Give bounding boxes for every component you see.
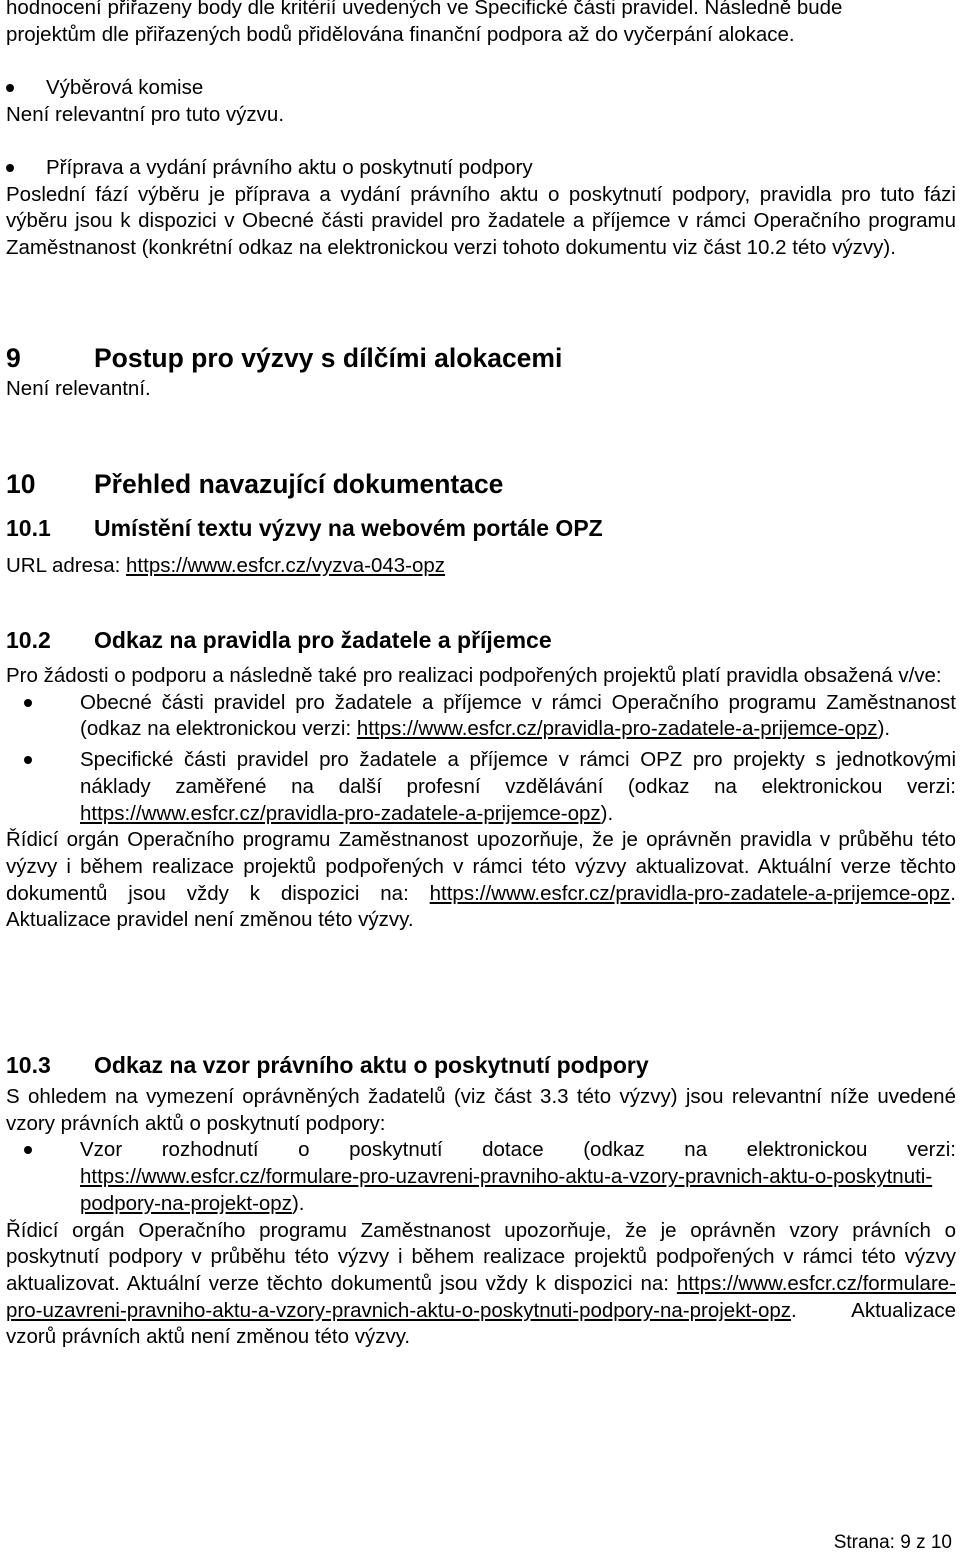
rules-link[interactable]: https://www.esfcr.cz/pravidla-pro-zadatele-a-prijemce-opz	[429, 881, 951, 905]
section-number: 10	[6, 469, 36, 499]
bullet-text-end: ).	[600, 801, 614, 825]
paragraph-body: Řídicí orgán Operačního programu Zaměstnanost upozorňuje, že je oprávněn vzory právních o poskytnutí podpory v průběhu této výzvy i během realizace projektů podpořených v rámci této výzvy aktualizovat. Aktuální verze těchto dokumentů jsou vždy k dispozici na:	[6, 1218, 956, 1295]
subsection-title: Odkaz na vzor právního aktu o poskytnutí podpory	[94, 1052, 649, 1078]
bullet-icon	[24, 1146, 32, 1154]
vyzva-url-link[interactable]: https://www.esfcr.cz/vyzva-043-opz	[126, 554, 446, 577]
bullet-text-body: Obecné části pravidel pro žadatele a příjemce v rámci Operačního programu Zaměstnanost (odkaz na elektronickou verzi:	[80, 690, 956, 741]
bullet-icon	[24, 756, 32, 764]
bullet-text	[80, 1137, 956, 1217]
bullet-item	[6, 75, 956, 102]
url-label: URL adresa:	[6, 554, 127, 577]
subsection-title: Umístění textu výzvy na webovém portále OPZ	[94, 515, 603, 541]
rules-bullet-2	[6, 747, 956, 827]
section-text: Poslední fází výběru je příprava a vydání právního aktu o poskytnutí podpory, pravidla pro tuto fázi výběru jsou k dispozici v Obecné části pravidel pro žadatele a příjemce v rámci Operačního programu Zaměstnanost (konkrétní odkaz na elektronickou verzi tohoto dokumentu viz část 10.2 této výzvy).	[6, 182, 956, 260]
subsection-heading	[6, 513, 956, 543]
section-10-1	[6, 513, 956, 580]
bullet-icon	[24, 699, 32, 707]
bullet-text-body: Specifické části pravidel pro žadatele a příjemce v rámci OPZ pro projekty s jednotkovými náklady zaměřené na další profesní vzdělávání (odkaz na elektronickou verzi:	[80, 748, 956, 798]
section-10-3	[6, 1050, 956, 1351]
template-link[interactable]: https://www.esfcr.cz/formulare-pro-uzavreni-pravniho-aktu-a-vzory-pravnich-aktu-o-poskytnuti-podpory-na-projekt-opz	[6, 1271, 956, 1322]
section-9	[6, 342, 956, 403]
subsection-heading	[6, 625, 956, 655]
vyberova-komise-section	[6, 75, 956, 128]
rules-bullet-1	[6, 690, 956, 743]
intro-line-2: projektům dle přiřazených bodů přidělována finanční podpora až do vyčerpání alokace.	[6, 22, 795, 46]
section-title: Přehled navazující dokumentace	[94, 469, 504, 499]
rules-link[interactable]: https://www.esfcr.cz/pravidla-pro-zadatele-a-prijemce-opz	[356, 717, 878, 741]
section-paragraph	[6, 1218, 956, 1352]
subsection-number: 10.2	[6, 627, 51, 653]
section-intro: S ohledem na vymezení oprávněných žadatelů (viz část 3.3 této výzvy) jsou relevantní níže uvedené vzory právních aktů o poskytnutí podpory:	[6, 1085, 956, 1135]
page-number: Strana: 9 z 10	[833, 1532, 952, 1553]
subsection-number: 10.1	[6, 515, 51, 541]
rules-link[interactable]: https://www.esfcr.cz/pravidla-pro-zadatele-a-prijemce-opz	[80, 801, 601, 825]
bullet-text-end: ).	[877, 717, 891, 741]
section-number: 9	[6, 343, 21, 373]
intro-paragraph	[6, 0, 956, 48]
bullet-text-body: Vzor rozhodnutí o poskytnutí dotace (odkaz na elektronickou verzi:	[80, 1138, 956, 1162]
intro-line-1: hodnocení přiřazeny body dle kritérií uvedených ve Specifické části pravidel. Následně bude	[6, 0, 843, 19]
section-title: Postup pro výzvy s dílčími alokacemi	[94, 343, 563, 373]
subsection-title: Odkaz na pravidla pro žadatele a příjemce	[94, 627, 552, 653]
section-paragraph	[6, 827, 956, 934]
bullet-title: Výběrová komise	[46, 76, 204, 99]
section-10	[6, 468, 956, 500]
url-line	[6, 553, 956, 580]
bullet-item	[6, 155, 956, 182]
bullet-text	[80, 747, 956, 827]
bullet-title: Příprava a vydání právního aktu o poskytnutí podpory	[46, 156, 533, 179]
section-heading	[6, 468, 956, 500]
subsection-heading	[6, 1050, 956, 1080]
paragraph-end: . Aktualizace pravidel není změnou této výzvy.	[6, 881, 956, 932]
priprava-section	[6, 155, 956, 262]
section-10-2	[6, 625, 956, 934]
subsection-number: 10.3	[6, 1052, 51, 1078]
bullet-text-end: ).	[291, 1191, 305, 1215]
bullet-icon	[6, 164, 14, 172]
paragraph-end: . Aktualizace vzorů právních aktů není změnou této výzvy.	[6, 1298, 956, 1349]
template-bullet-1	[6, 1137, 956, 1217]
section-text: Není relevantní.	[6, 377, 151, 400]
section-text: Není relevantní pro tuto výzvu.	[6, 102, 285, 126]
bullet-text	[80, 690, 956, 743]
section-intro: Pro žádosti o podporu a následně také pro realizaci podpořených projektů platí pravidla obsažená v/ve:	[6, 664, 942, 687]
section-heading	[6, 342, 956, 374]
paragraph-body: Řídicí orgán Operačního programu Zaměstnanost upozorňuje, že je oprávněn pravidla v průběhu této výzvy i během realizace projektů podpořených v rámci této výzvy aktualizovat. Aktuální verze těchto dokumentů jsou vždy k dispozici na:	[6, 828, 956, 905]
template-link[interactable]: https://www.esfcr.cz/formulare-pro-uzavreni-pravniho-aktu-a-vzory-pravnich-aktu-o-poskytnuti-podpory-na-projekt-opz	[80, 1165, 933, 1215]
bullet-icon	[6, 84, 14, 92]
